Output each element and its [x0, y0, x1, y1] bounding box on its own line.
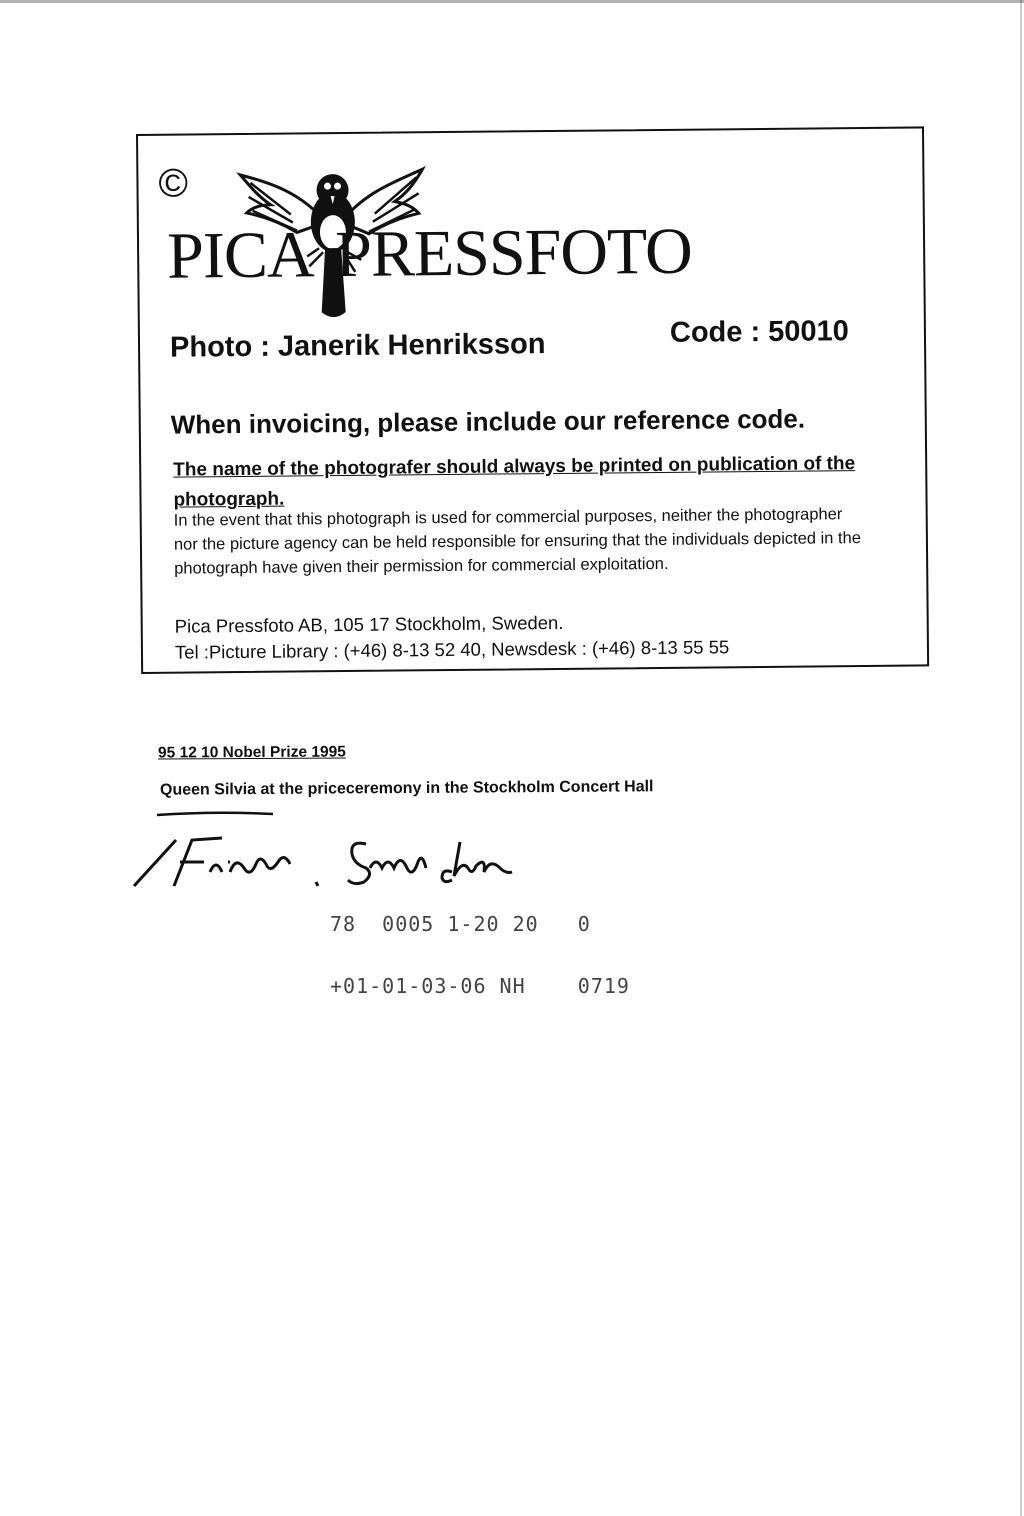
event-caption: 95 12 10 Nobel Prize 1995 [157, 743, 346, 762]
invoice-note: When invoicing, please include our reference code. [170, 403, 806, 440]
copyright-symbol: © [158, 161, 189, 206]
handwritten-note-text [135, 836, 527, 880]
scan-edge-top [0, 0, 1024, 3]
agency-stamp-card [136, 126, 929, 674]
name-underline [155, 810, 275, 818]
address-line-2: Tel :Picture Library : (+46) 8-13 52 40, Newsdesk : (+46) 8-13 55 55 [174, 636, 730, 663]
address-line-1: Pica Pressfoto AB, 105 17 Stockholm, Sweden. [174, 611, 564, 637]
agency-address [175, 608, 730, 665]
brand-right: PRESSFOTO [334, 214, 693, 292]
brand-left: PICA [166, 218, 314, 293]
archive-stamp-1: 78 0005 1-20 20 0 [330, 912, 591, 936]
photographer-name-notice: The name of the photografer should always be printed on publication of the photograph. [173, 453, 856, 512]
commercial-disclaimer: In the event that this photograph is used for commercial purposes, neither the photographer nor the picture agency can be held responsible for ensuring that the individuals depicted in the photograph have given their permission for commercial exploitation. [173, 505, 862, 578]
scan-edge-right [1020, 0, 1022, 1516]
photo-credit: Photo : Janerik Henriksson [169, 328, 546, 364]
reference-code: Code : 50010 [669, 315, 850, 349]
photo-description: Queen Silvia at the priceceremony in the Stockholm Concert Hall [159, 778, 654, 799]
agency-brand [166, 214, 693, 293]
archive-stamp-2: +01-01-03-06 NH 0719 [330, 974, 630, 998]
